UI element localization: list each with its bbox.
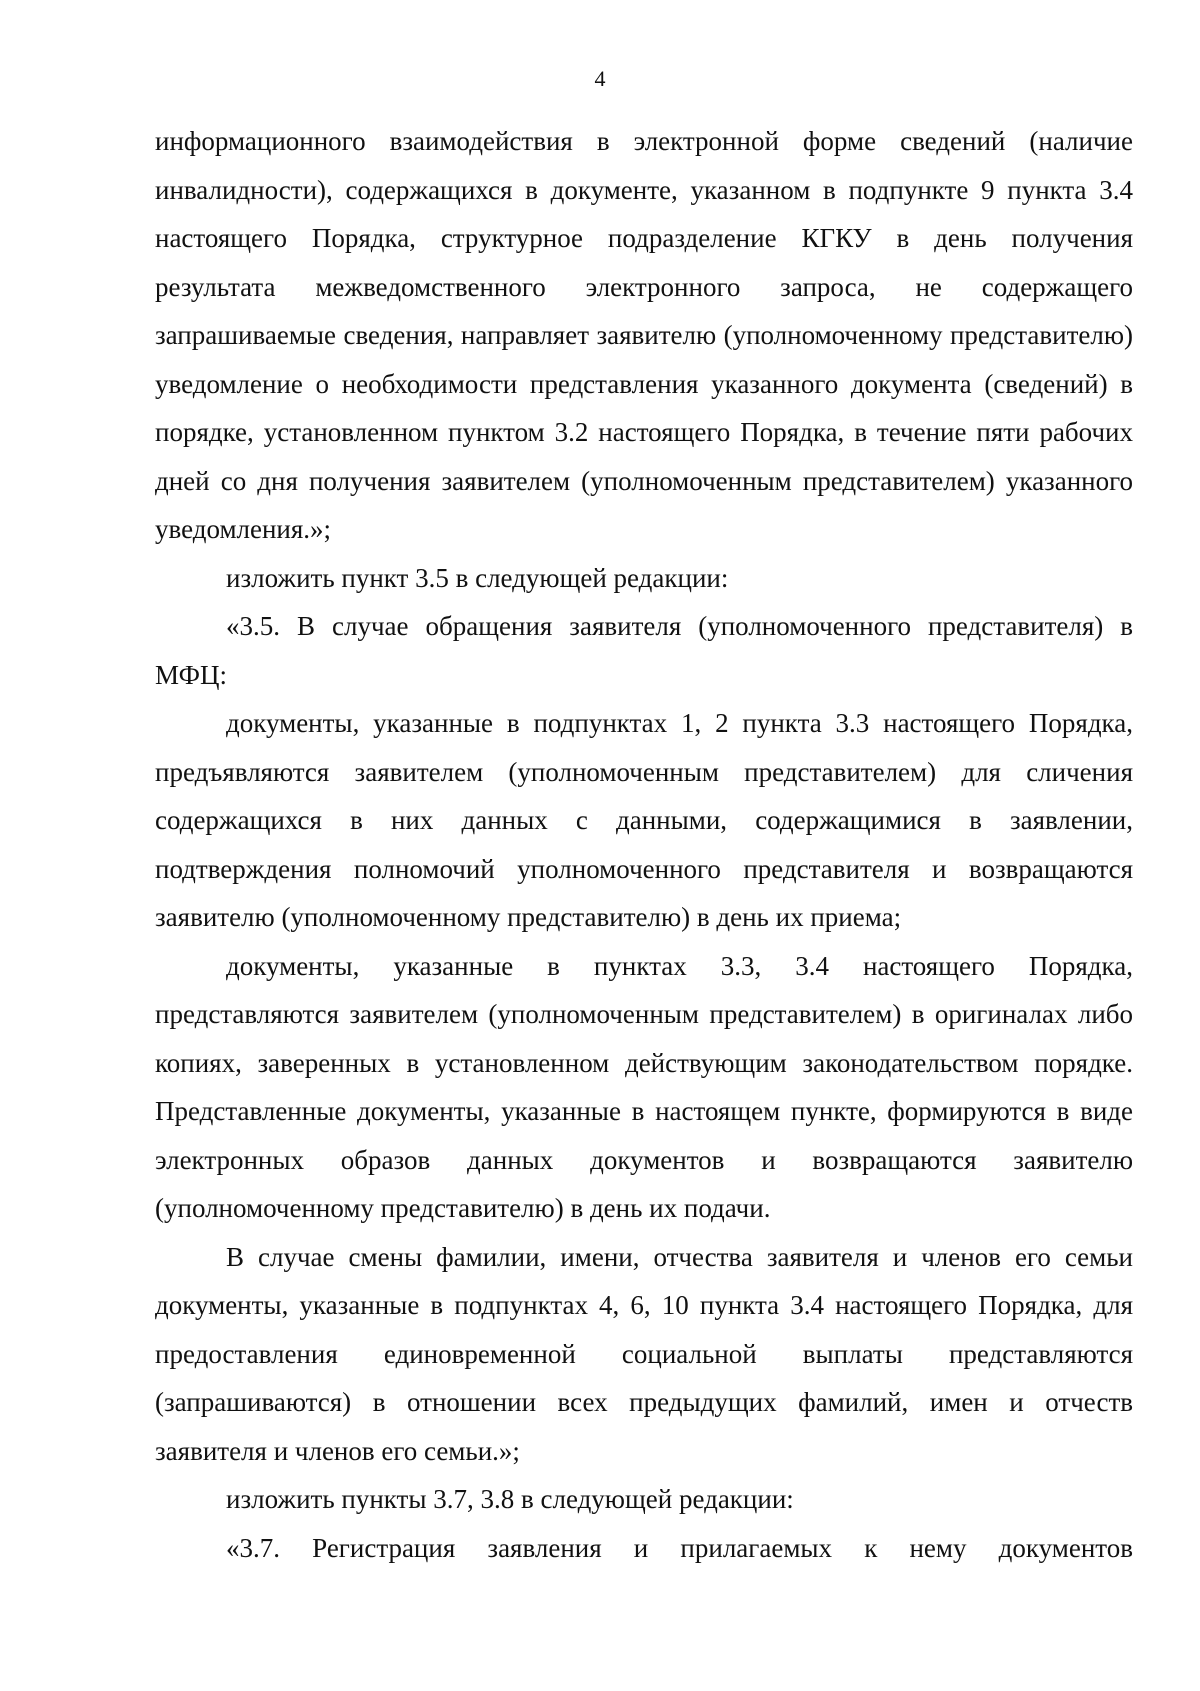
paragraph-documents-3-3: документы, указанные в подпунктах 1, 2 пункта 3.3 настоящего Порядка, предъявляются заявителем (уполномоченным представителем) для сличения содержащихся в них данных с данными, содержащимися в заявлении, подтверждения полномочий уполномоченного представителя и возвращаются заявителю (уполномоченному представителю) в день их приема;: [155, 708, 1133, 932]
document-body: [155, 117, 1133, 1572]
paragraph-continuation: информационного взаимодействия в электронной форме сведений (наличие инвалидности), содержащихся в документе, указанном в подпункте 9 пункта 3.4 настоящего Порядка, структурное подразделение КГКУ в день получения результата межведомственного электронного запроса, не содержащего запрашиваемые сведения, направляет заявителю (уполномоченному представителю) уведомление о необходимости представления указанного документа (сведений) в порядке, установленном пунктом 3.2 настоящего Порядка, в течение пяти рабочих дней со дня получения заявителем (уполномоченным представителем) указанного уведомления.»;: [155, 126, 1133, 544]
paragraph-name-change: В случае смены фамилии, имени, отчества заявителя и членов его семьи документы, указанные в подпунктах 4, 6, 10 пункта 3.4 настоящего Порядка, для предоставления единовременной социальной выплаты представляются (запрашиваются) в отношении всех предыдущих фамилий, имен и отчеств заявителя и членов его семьи.»;: [155, 1241, 1133, 1466]
paragraph-3-5-heading: «3.5. В случае обращения заявителя (уполномоченного представителя) в МФЦ:: [155, 611, 1133, 690]
paragraph-documents-3-3-3-4: документы, указанные в пунктах 3.3, 3.4 настоящего Порядка, представляются заявителем (уполномоченным представителем) в оригиналах либо копиях, заверенных в установленном действующим законодательством порядке. Представленные документы, указанные в настоящем пункте, формируются в виде электронных образов данных документов и возвращаются заявителю (уполномоченному представителю) в день их подачи.: [155, 950, 1133, 1223]
paragraph-3-7-start: «3.7. Регистрация заявления и прилагаемых к нему документов: [226, 1532, 1133, 1563]
paragraph-amend-3-7-3-8: изложить пункты 3.7, 3.8 в следующей редакции:: [226, 1484, 794, 1514]
page-number: 4: [594, 66, 606, 91]
paragraph-amend-3-5: изложить пункт 3.5 в следующей редакции:: [226, 562, 729, 593]
